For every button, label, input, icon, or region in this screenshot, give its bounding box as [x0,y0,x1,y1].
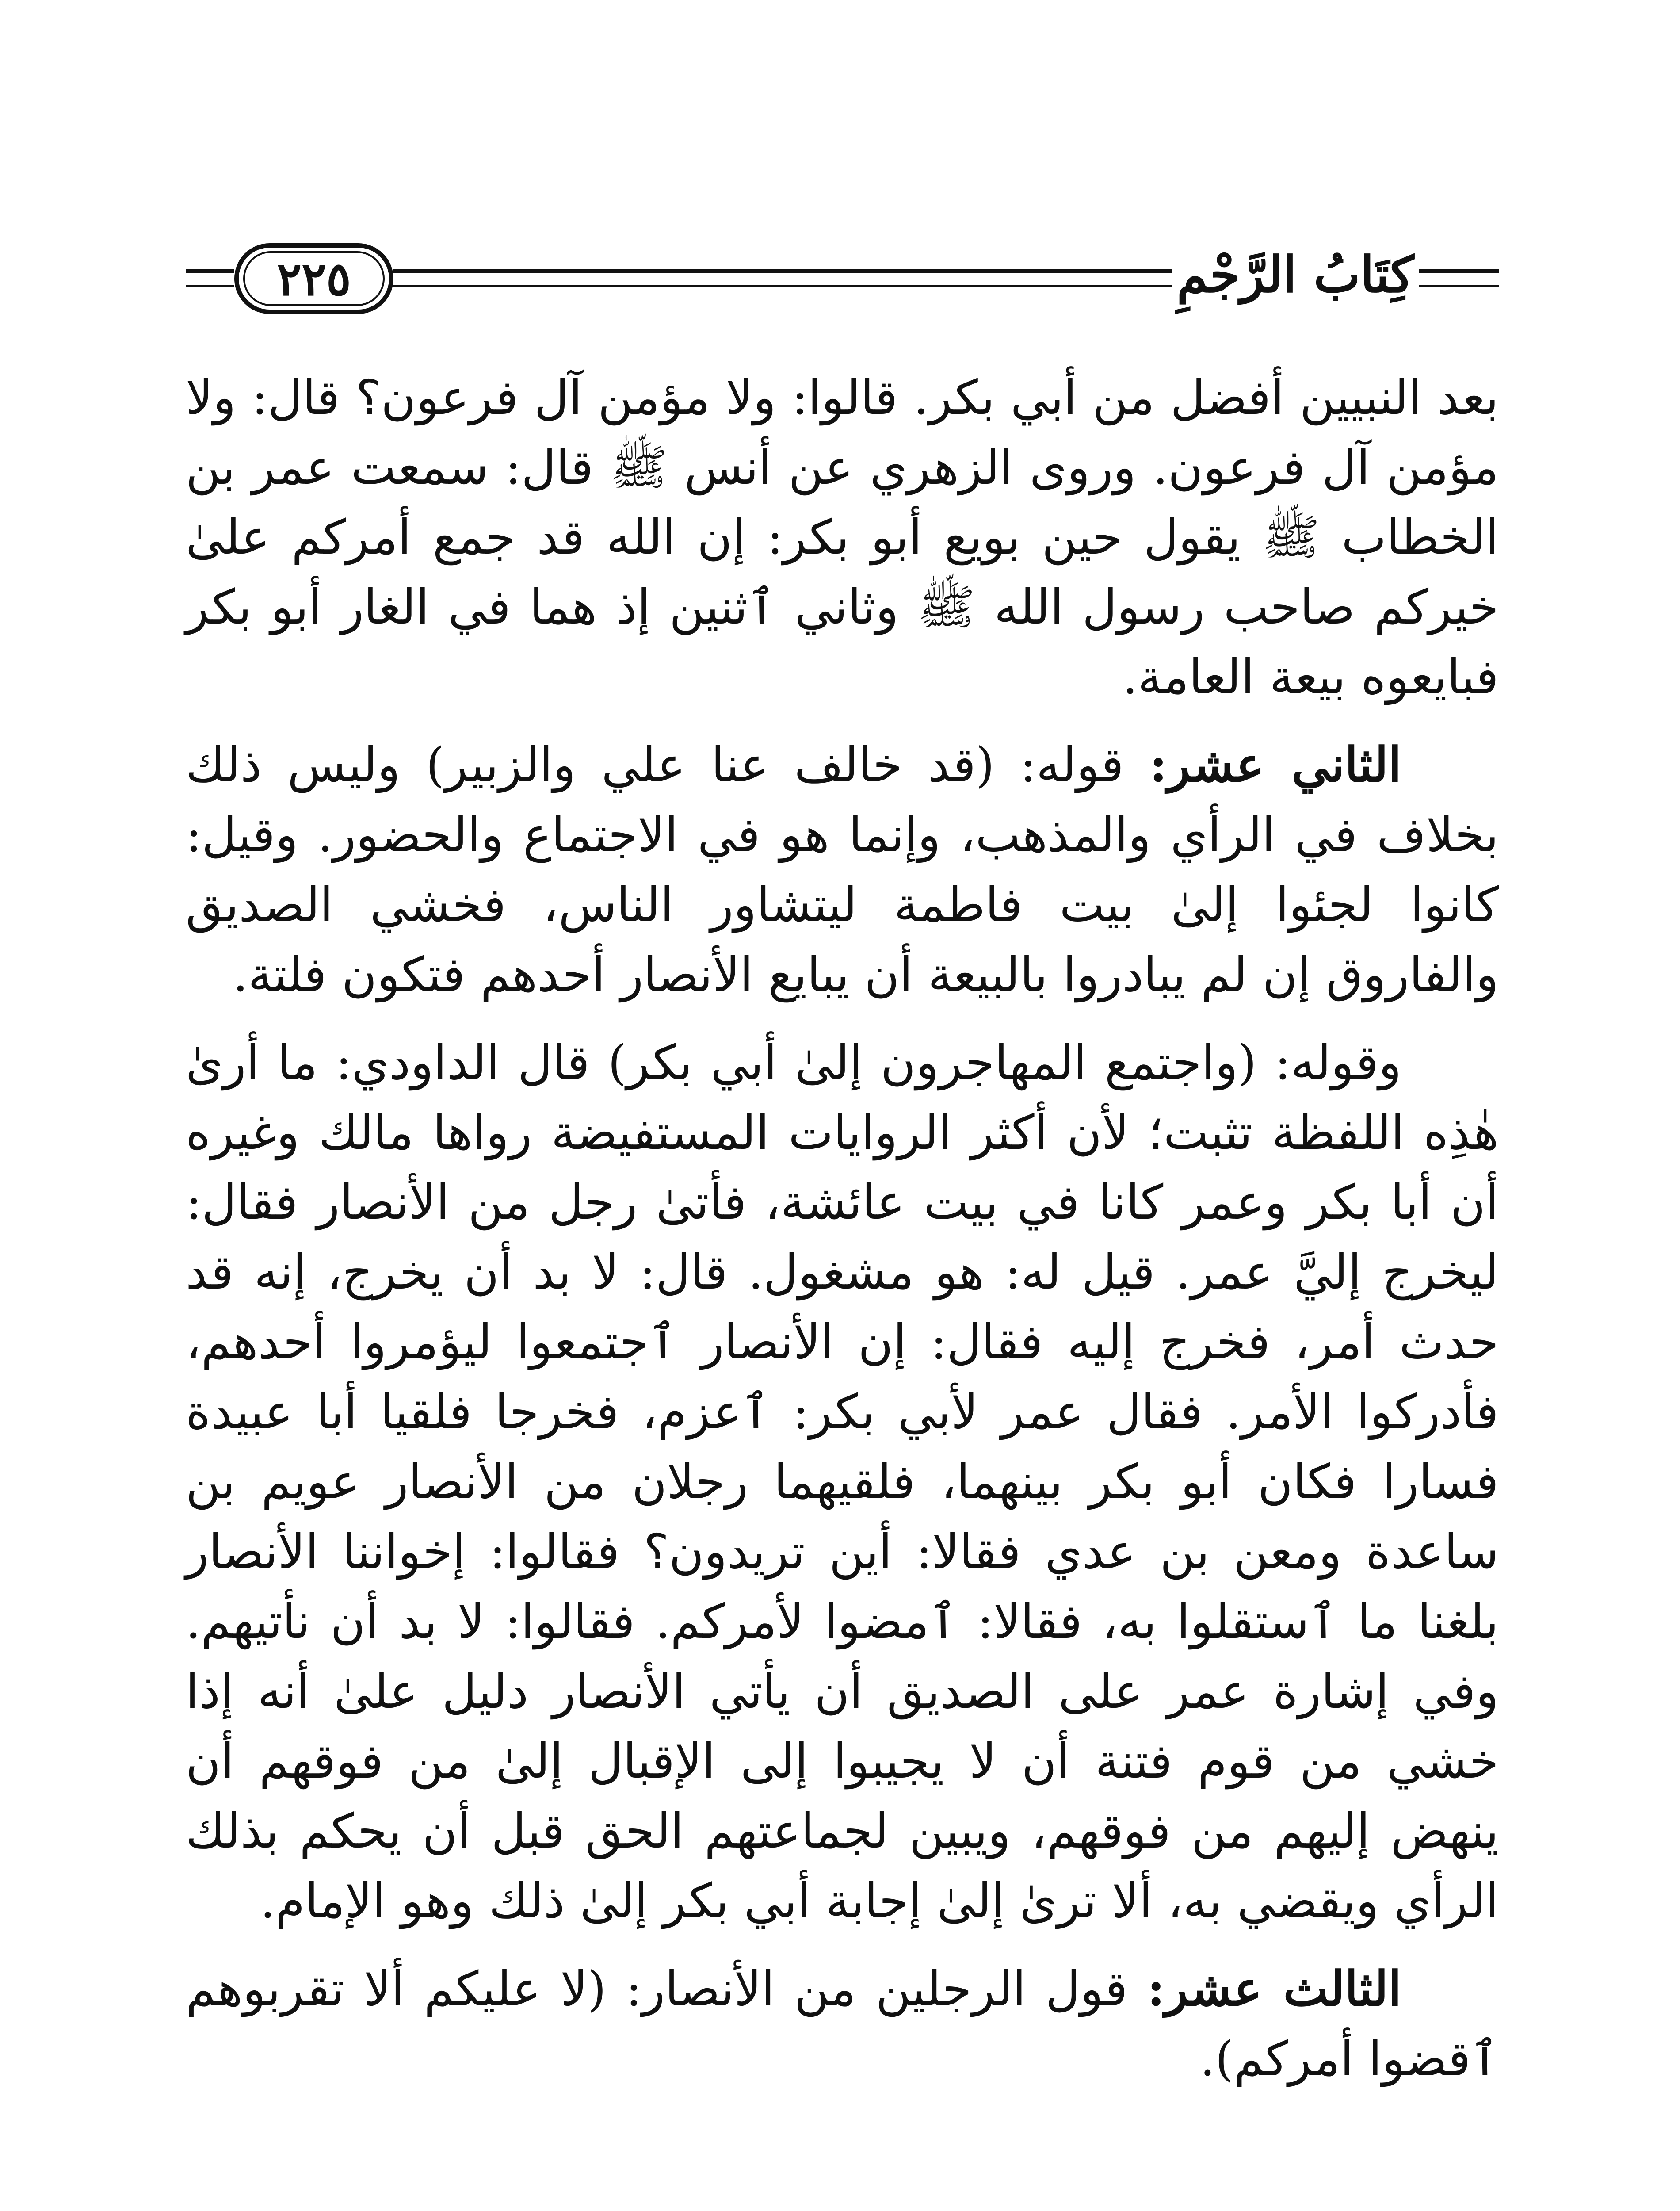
page-number-badge [234,243,393,314]
paragraph-text: قول الرجلين من الأنصار: (لا عليكم ألا تقربوهم ٱقضوا أمركم). [186,1962,1499,2087]
header-rule [393,285,1172,287]
paragraph [186,1954,1499,2094]
paragraph-lead: الثالث عشر: [1147,1961,1401,2017]
paragraph-text: قوله: (قد خالف عنا علي والزبير) وليس ذلك بخلاف في الرأي والمذهب، وإنما هو في الاجتماع والحضور. وقيل: كانوا لجئوا إلىٰ بيت فاطمة ليتشاور الناس، فخشي الصديق والفاروق إن لم يبادروا بالبيعة أن يبايع الأنصار أحدهم فتكون فلتة. [186,738,1499,1002]
paragraph-text: وقوله: (واجتمع المهاجرون إلىٰ أبي بكر) قال الداودي: ما أرىٰ هٰذِه اللفظة تثبت؛ لأن أكثر الروايات المستفيضة رواها مالك وغيره أن أبا بكر وعمر كانا في بيت عائشة، فأتىٰ رجل من الأنصار فقال: ليخرج إليَّ عمر. قيل له: هو مشغول. قال: لا بد أن يخرج، إنه قد حدث أمر، فخرج إليه فقال: إن الأنصار ٱجتمعوا ليؤمروا أحدهم، فأدركوا الأمر. فقال عمر لأبي بكر: ٱعزم، فخرجا فلقيا أبا عبيدة فسارا فكان أبو بكر بينهما، فلقيهما رجلان من الأنصار عويم بن ساعدة ومعن بن عدي فقالا: أين تريدون؟ فقالوا: إخواننا الأنصار بلغنا ما ٱستقلوا به، فقالا: ٱمضوا لأمركم. فقالوا: لا بد أن نأتيهم. وفي إشارة عمر على الصديق أن يأتي الأنصار دليل علىٰ أنه إذا خشي من قوم فتنة أن لا يجيبوا إلى الإقبال إلىٰ من فوقهم أن ينهض إليهم من فوقهم، ويبين لجماعتهم الحق قبل أن يحكم بذلك الرأي ويقضي به، ألا ترىٰ إلىٰ إجابة أبي بكر إلىٰ ذلك وهو الإمام. [186,1035,1499,1929]
paragraph [186,363,1499,712]
paragraph-lead: الثاني عشر: [1149,737,1401,793]
paragraph [186,1028,1499,1936]
header-rule [186,269,234,273]
body-text [186,363,1499,2112]
page-header [186,248,1499,318]
header-rule [1419,269,1499,273]
running-title: كِتَابُ الرَّجْمِ [1176,246,1414,304]
header-rule [1419,285,1499,287]
paragraph-text: بعد النبيين أفضل من أبي بكر. قالوا: ولا مؤمن آل فرعون؟ قال: ولا مؤمن آل فرعون. وروى الزهري عن أنس ﷺ قال: سمعت عمر بن الخطاب ﷺ يقول حين بويع أبو بكر: إن الله قد جمع أمركم علىٰ خيركم صاحب رسول الله ﷺ وثاني ٱثنين إذ هما في الغار أبو بكر فبايعوه بيعة العامة. [186,370,1499,705]
header-rule [186,285,234,287]
header-rule [393,269,1172,273]
page-number: ٢٢٥ [277,251,351,306]
paragraph [186,730,1499,1010]
